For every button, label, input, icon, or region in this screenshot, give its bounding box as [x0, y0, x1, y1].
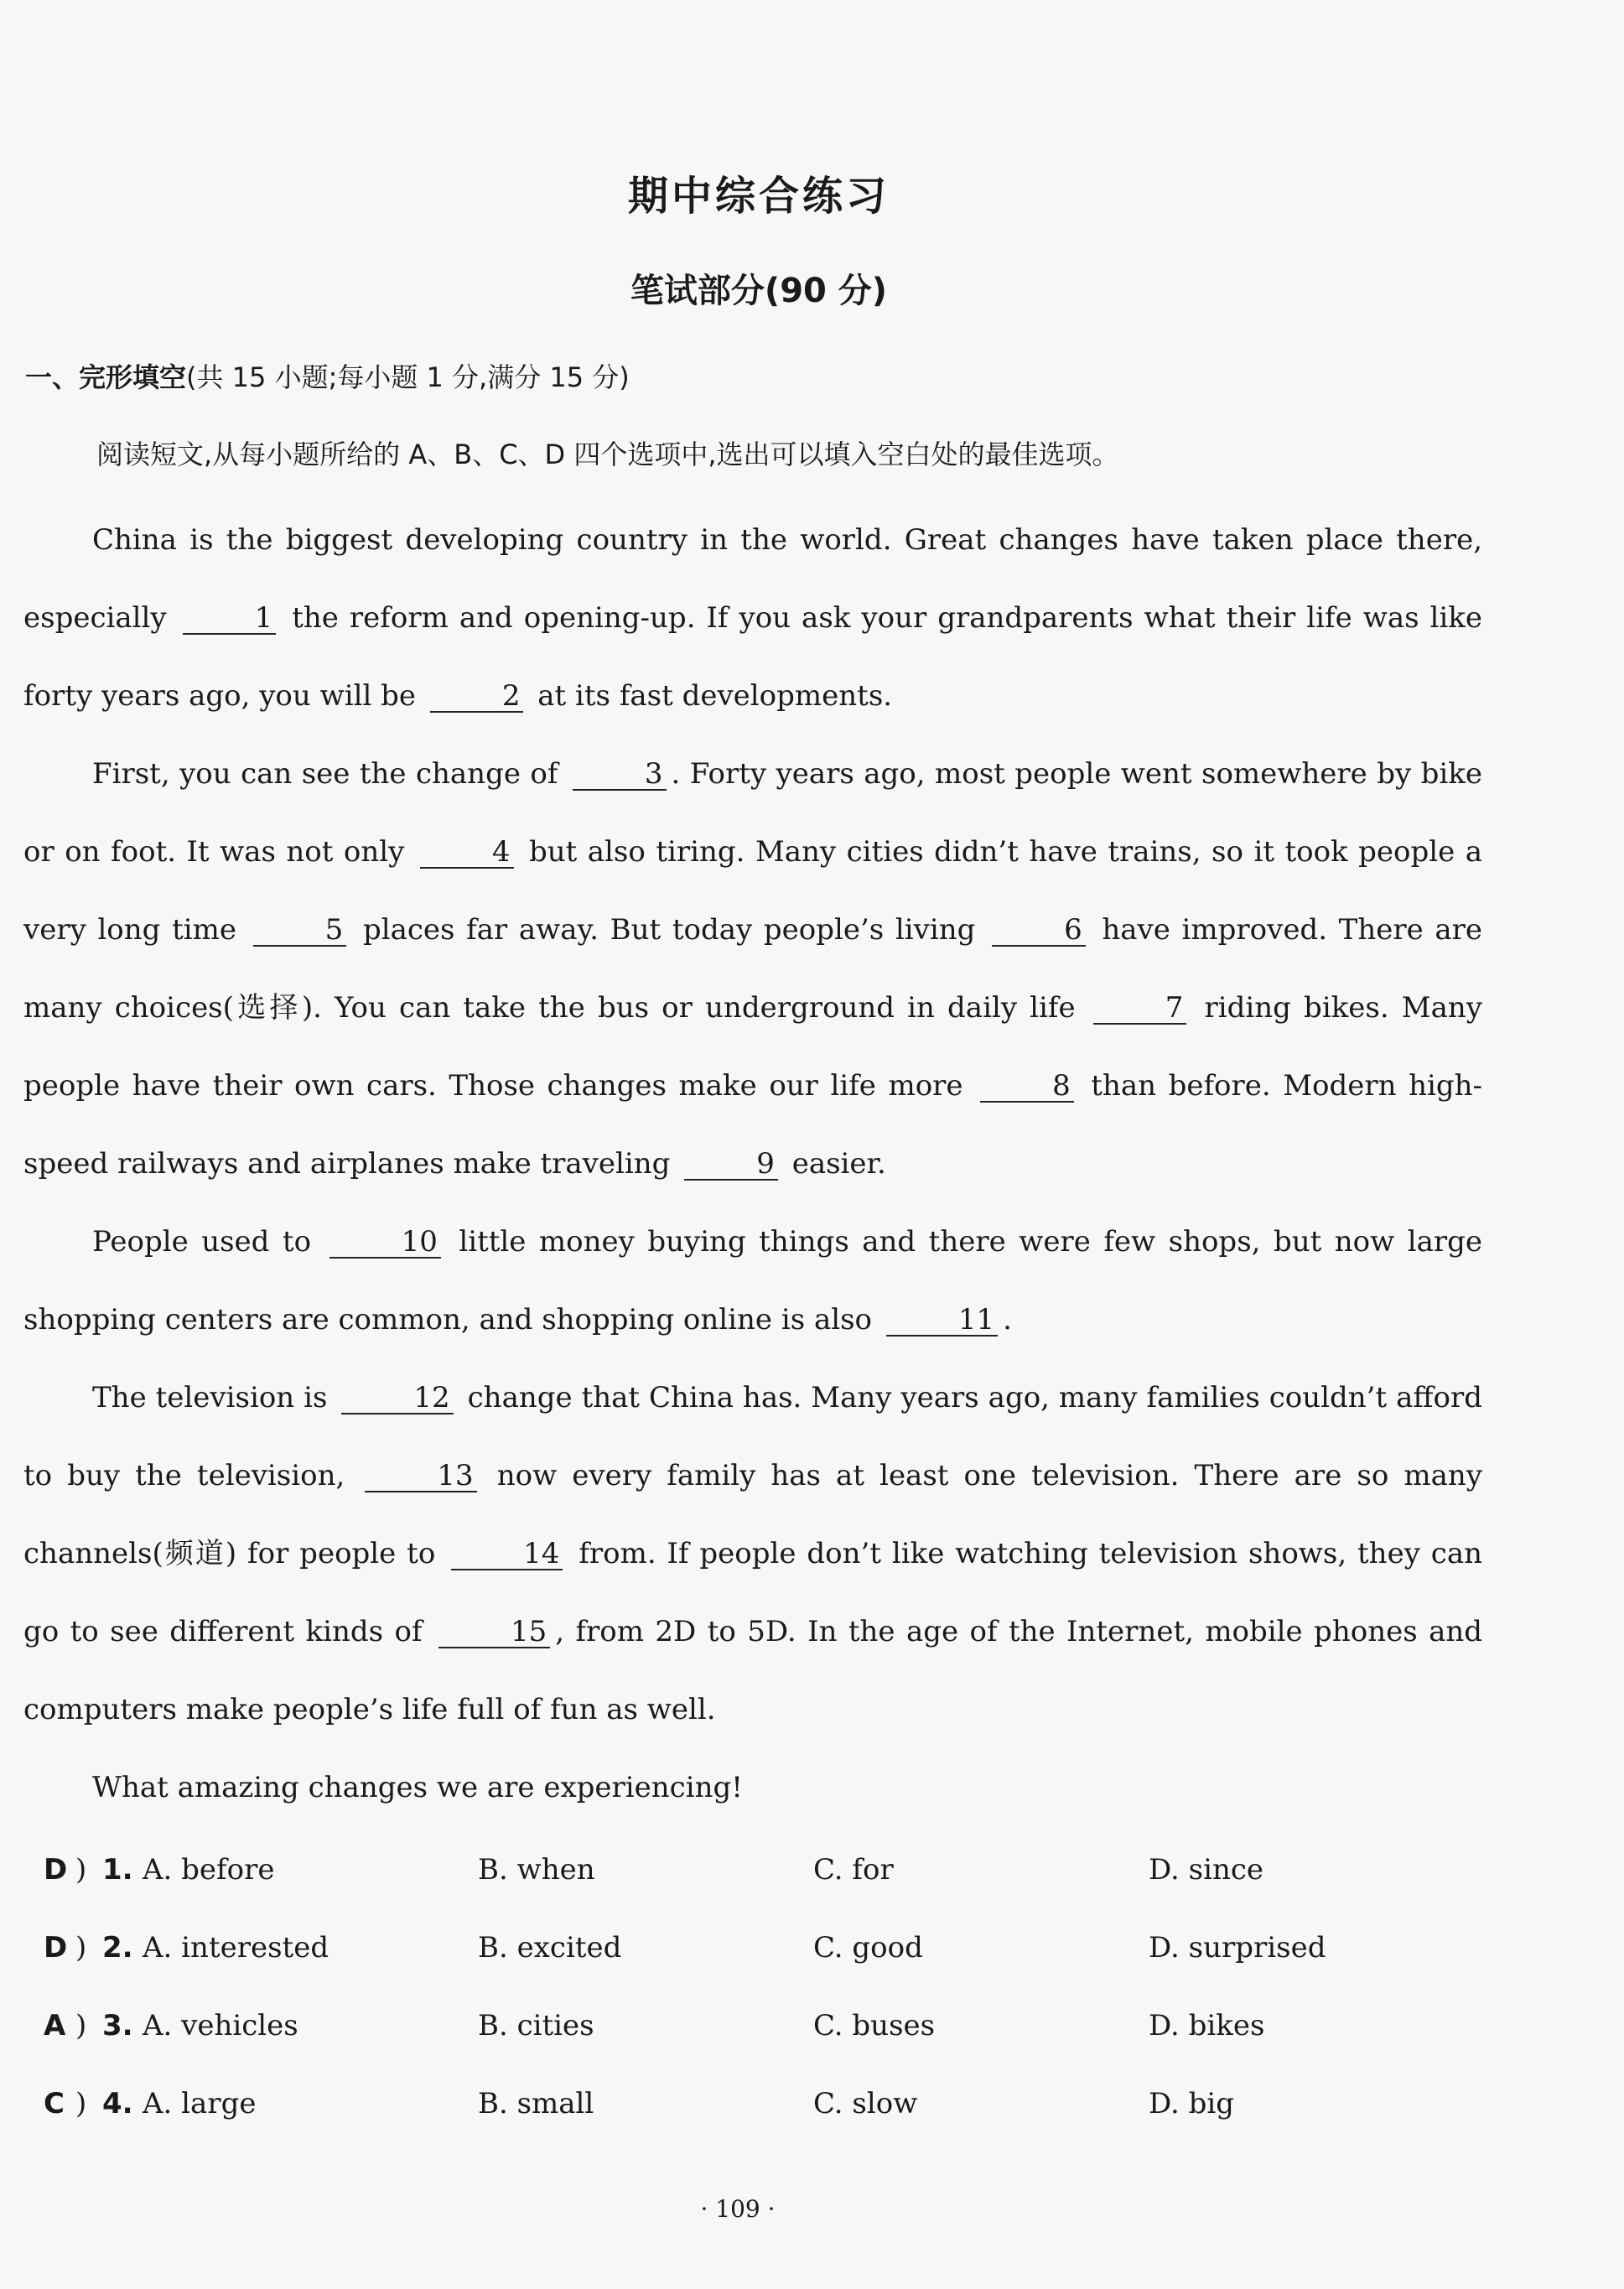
- question-1: D ) 1. A. before B. when C. for D. since: [44, 1853, 1264, 1887]
- passage: [23, 501, 1482, 1827]
- option-b: B. when: [478, 1853, 595, 1887]
- paragraph-1: China is the biggest developing country in the world. Great changes have taken place there, especially 1 the reform and opening-up. If you ask your grandparents what their life was like forty years ago, you will be 2 at its fast developments.: [23, 523, 1482, 713]
- paragraph-5: What amazing changes we are experiencing!: [92, 1771, 743, 1804]
- blank-6: 6: [992, 915, 1086, 947]
- blank-14: 14: [451, 1539, 563, 1570]
- page-number: · 109 ·: [700, 2195, 776, 2223]
- option-b: B. small: [478, 2087, 594, 2120]
- blank-4: 4: [420, 837, 514, 869]
- blank-5: 5: [253, 915, 347, 947]
- option-c: C. for: [813, 1853, 894, 1887]
- answer-letter: C: [44, 2087, 65, 2120]
- blank-3: 3: [573, 759, 667, 791]
- blank-13: 13: [365, 1461, 476, 1492]
- option-d: D. since: [1149, 1853, 1264, 1887]
- blank-12: 12: [341, 1383, 453, 1414]
- blank-8: 8: [980, 1071, 1074, 1103]
- option-a: A. interested: [143, 1931, 329, 1965]
- blank-1: 1: [183, 603, 277, 635]
- page-title: 期中综合练习: [627, 173, 890, 220]
- page-subtitle: 笔试部分(90 分): [630, 272, 888, 310]
- option-b: B. cities: [478, 2009, 594, 2042]
- question-number: 4.: [102, 2087, 133, 2120]
- blank-9: 9: [684, 1149, 778, 1181]
- option-d: D. big: [1149, 2087, 1235, 2120]
- blank-15: 15: [438, 1617, 550, 1648]
- answer-letter: D: [44, 1853, 68, 1887]
- option-c: C. buses: [813, 2009, 936, 2042]
- blank-11: 11: [886, 1305, 998, 1337]
- blank-2: 2: [430, 681, 524, 713]
- answer-letter: D: [44, 1931, 68, 1965]
- section-detail: (共 15 小题;每小题 1 分,满分 15 分): [186, 361, 630, 393]
- question-3: A ) 3. A. vehicles B. cities C. buses D. bikes: [44, 2009, 1265, 2042]
- section-heading: [25, 356, 630, 395]
- blank-7: 7: [1093, 993, 1187, 1025]
- section-label: 一、完形填空: [25, 361, 187, 393]
- instruction-text: 阅读短文,从每小题所给的 A、B、C、D 四个选项中,选出可以填入空白处的最佳选项。: [96, 439, 1119, 470]
- answer-letter: A: [44, 2009, 66, 2042]
- option-c: C. good: [813, 1931, 923, 1965]
- option-c: C. slow: [813, 2087, 918, 2120]
- option-a: A. before: [143, 1853, 275, 1887]
- question-number: 2.: [102, 1931, 133, 1965]
- paragraph-3: People used to 10 little money buying things and there were few shops, but now large shopping centers are common, and shopping online is also 11 .: [23, 1225, 1483, 1337]
- question-4: C ) 4. A. large B. small C. slow D. big: [44, 2087, 1235, 2120]
- option-d: D. surprised: [1149, 1931, 1326, 1965]
- option-d: D. bikes: [1149, 2009, 1265, 2042]
- paragraph-4: The television is 12 change that China has. Many years ago, many families couldn’t afford to buy the television, 13 now every family has at least one television. There are so many channels(频道) for people to 14 from. If people don’t like watching television shows, they can go to see different kinds of 15 , from 2D to 5D. In the age of the Internet, mobile phones and computers make people’s life full of fun as well.: [23, 1381, 1483, 1726]
- question-2: D ) 2. A. interested B. excited C. good D. surprised: [44, 1931, 1326, 1965]
- blank-10: 10: [329, 1227, 441, 1259]
- paragraph-2: First, you can see the change of 3 . Forty years ago, most people went somewhere by bike or on foot. It was not only 4 but also tiring. Many cities didn’t have trains, so it took people a very long time 5 places far away. But today people’s living 6 have improved. There are many choices(选择). You can take the bus or underground in daily life 7 riding bikes. Many people have their own cars. Those changes make our life more 8 than before. Modern high-speed railways and airplanes make traveling 9 easier.: [23, 757, 1483, 1181]
- option-b: B. excited: [478, 1931, 622, 1965]
- option-a: A. vehicles: [143, 2009, 298, 2042]
- option-a: A. large: [143, 2087, 257, 2120]
- question-number: 1.: [102, 1853, 133, 1887]
- question-number: 3.: [102, 2009, 133, 2042]
